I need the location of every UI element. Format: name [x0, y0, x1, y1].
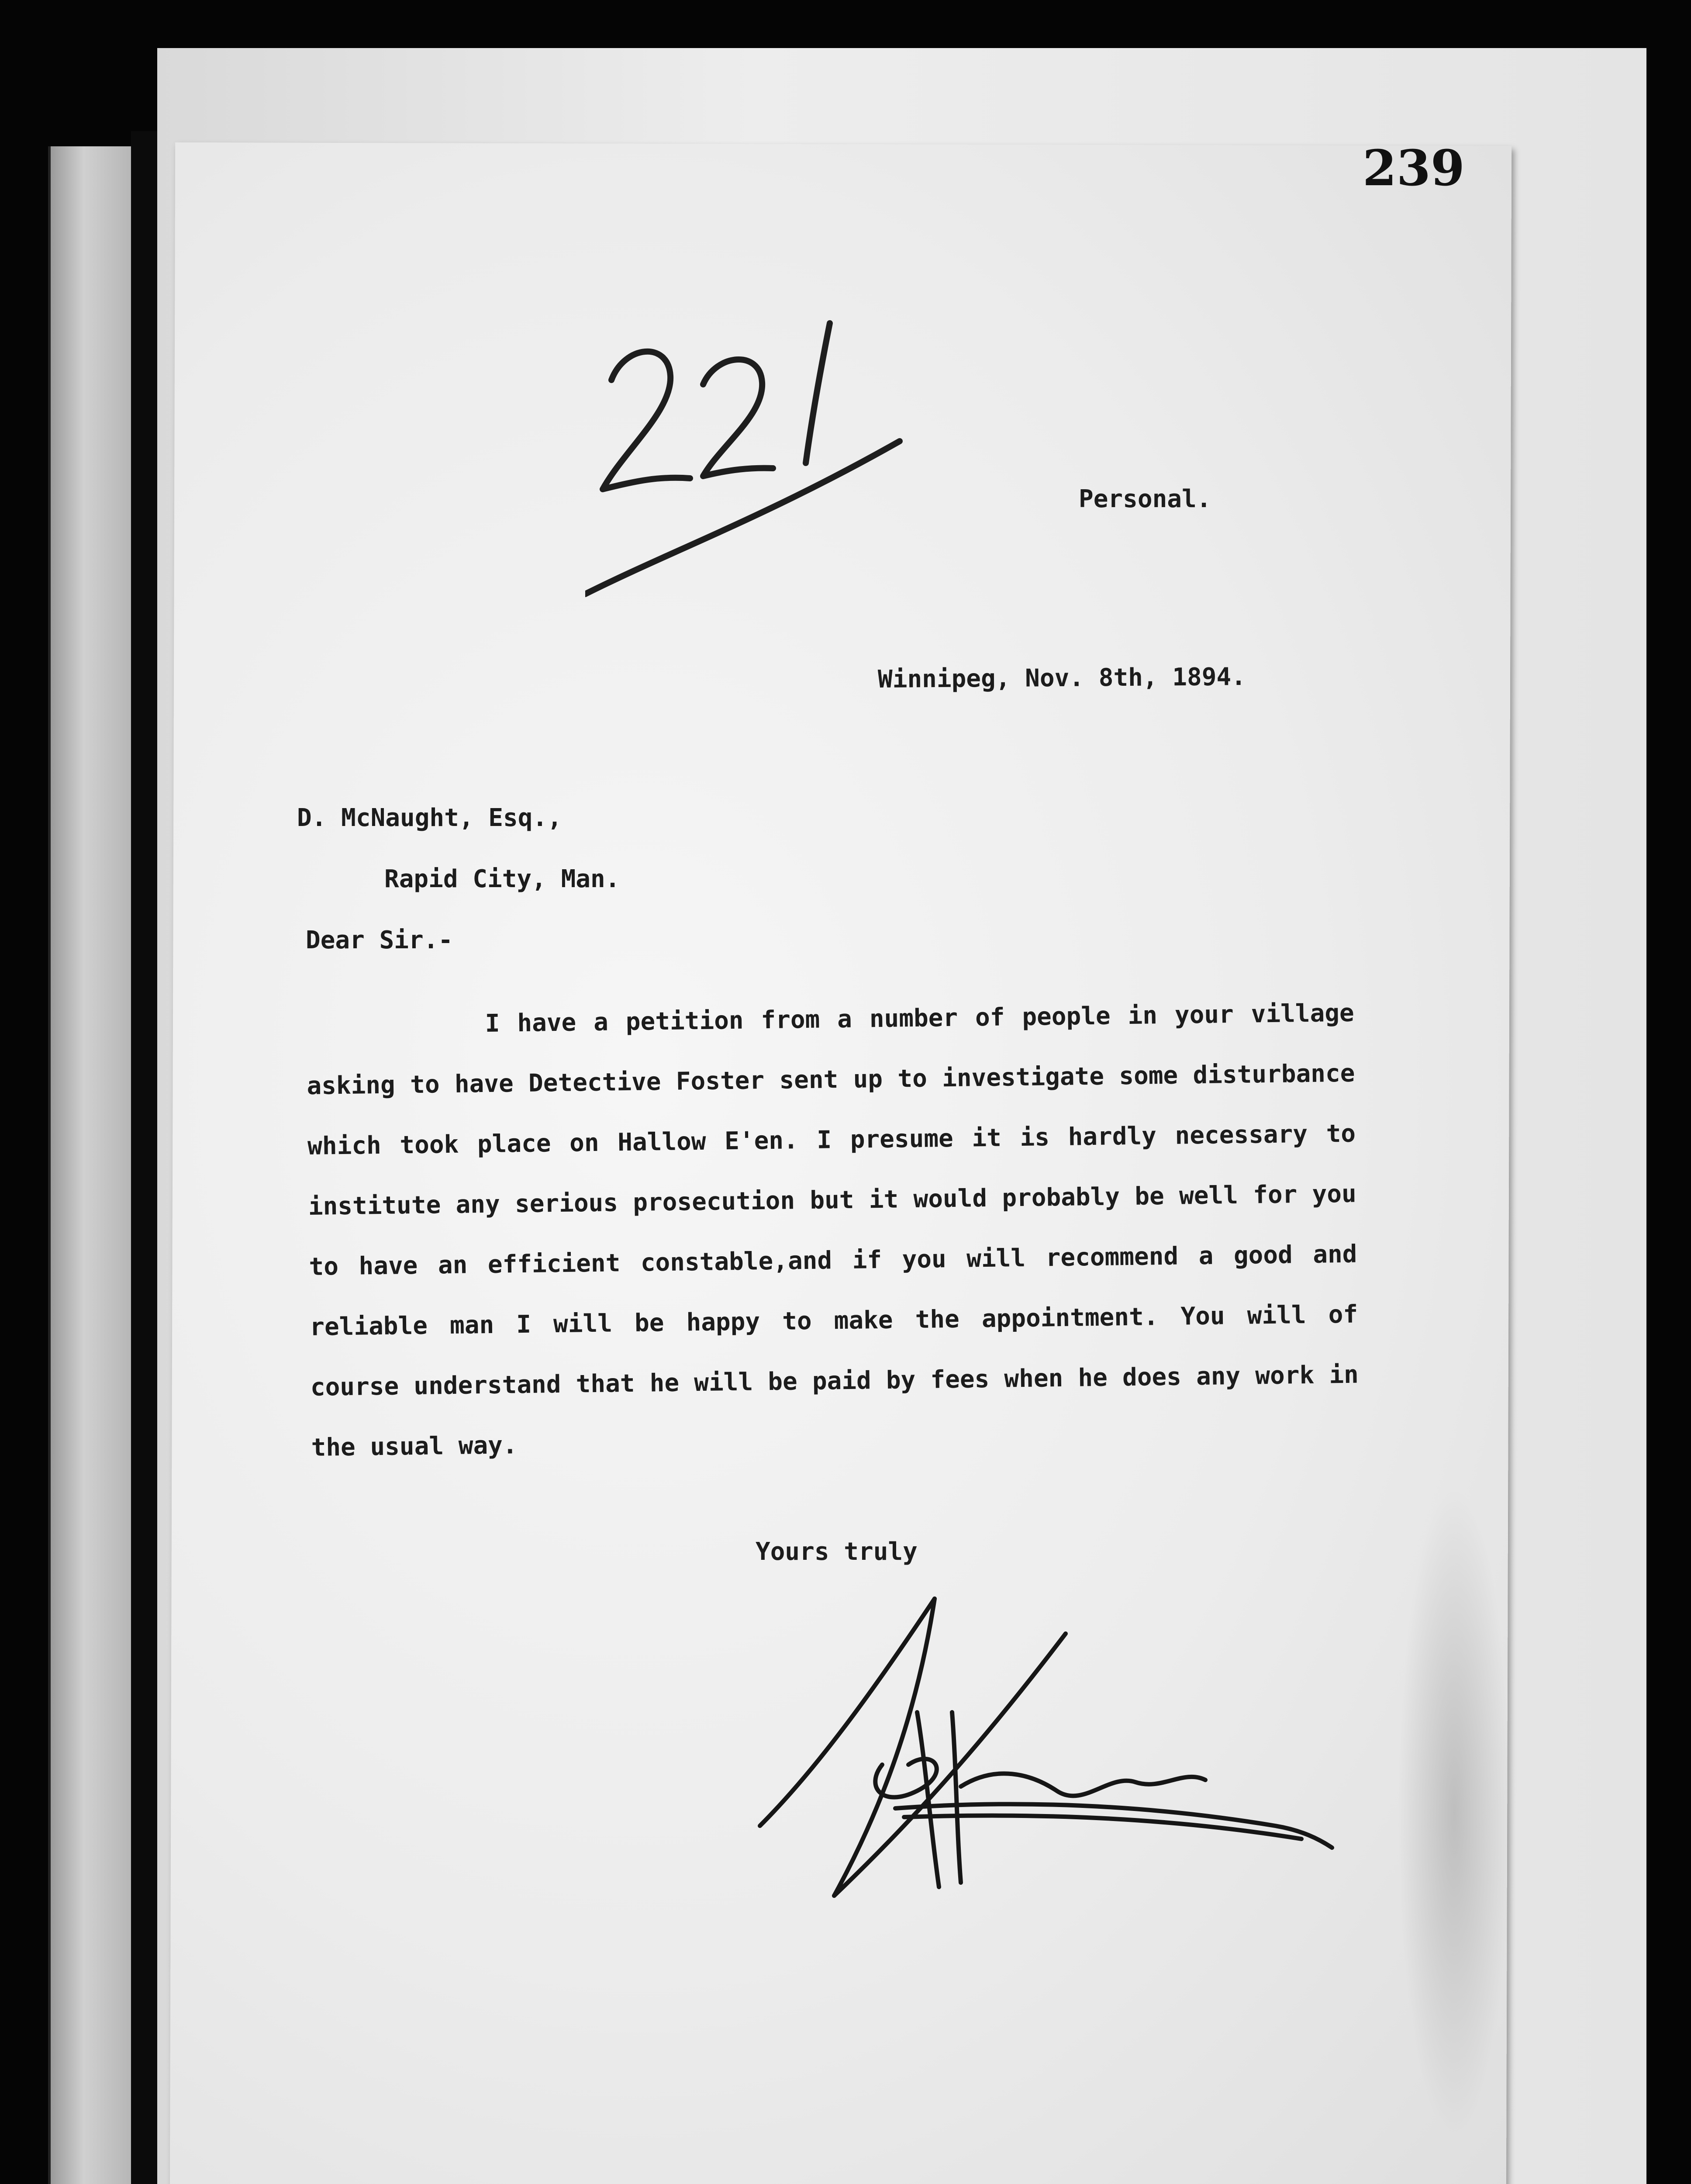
personal-marking: Personal. [1079, 485, 1211, 513]
handwritten-number-221 [585, 306, 908, 603]
closing: Yours truly [756, 1538, 918, 1566]
recipient-address: Rapid City, Man. [384, 865, 620, 893]
dateline: Winnipeg, Nov. 8th, 1894. [877, 663, 1246, 694]
page-number: 239 [1363, 140, 1465, 197]
adjacent-page-edge [48, 146, 134, 2184]
letter-body [306, 983, 1360, 1478]
paper-stain [1398, 1485, 1511, 2140]
binding-shadow [131, 131, 157, 2184]
recipient-name: D. McNaught, Esq., [297, 804, 562, 832]
signature [751, 1581, 1354, 1922]
salutation: Dear Sir.- [306, 926, 453, 954]
letter-body-text: I have a petition from a number of people in your village asking to have Detective Foster sent up to investigate some disturbance which took place on Hallow E'en. I presume it is hardly necessary to institute any serious prosecution but it would probably be well for you to have an efficient constable,and if you will recommend a good and reliable man I will be happy to make the appointment. You will of course understand that he will be paid by fees when he does any work in the usual way. [307, 999, 1359, 1462]
